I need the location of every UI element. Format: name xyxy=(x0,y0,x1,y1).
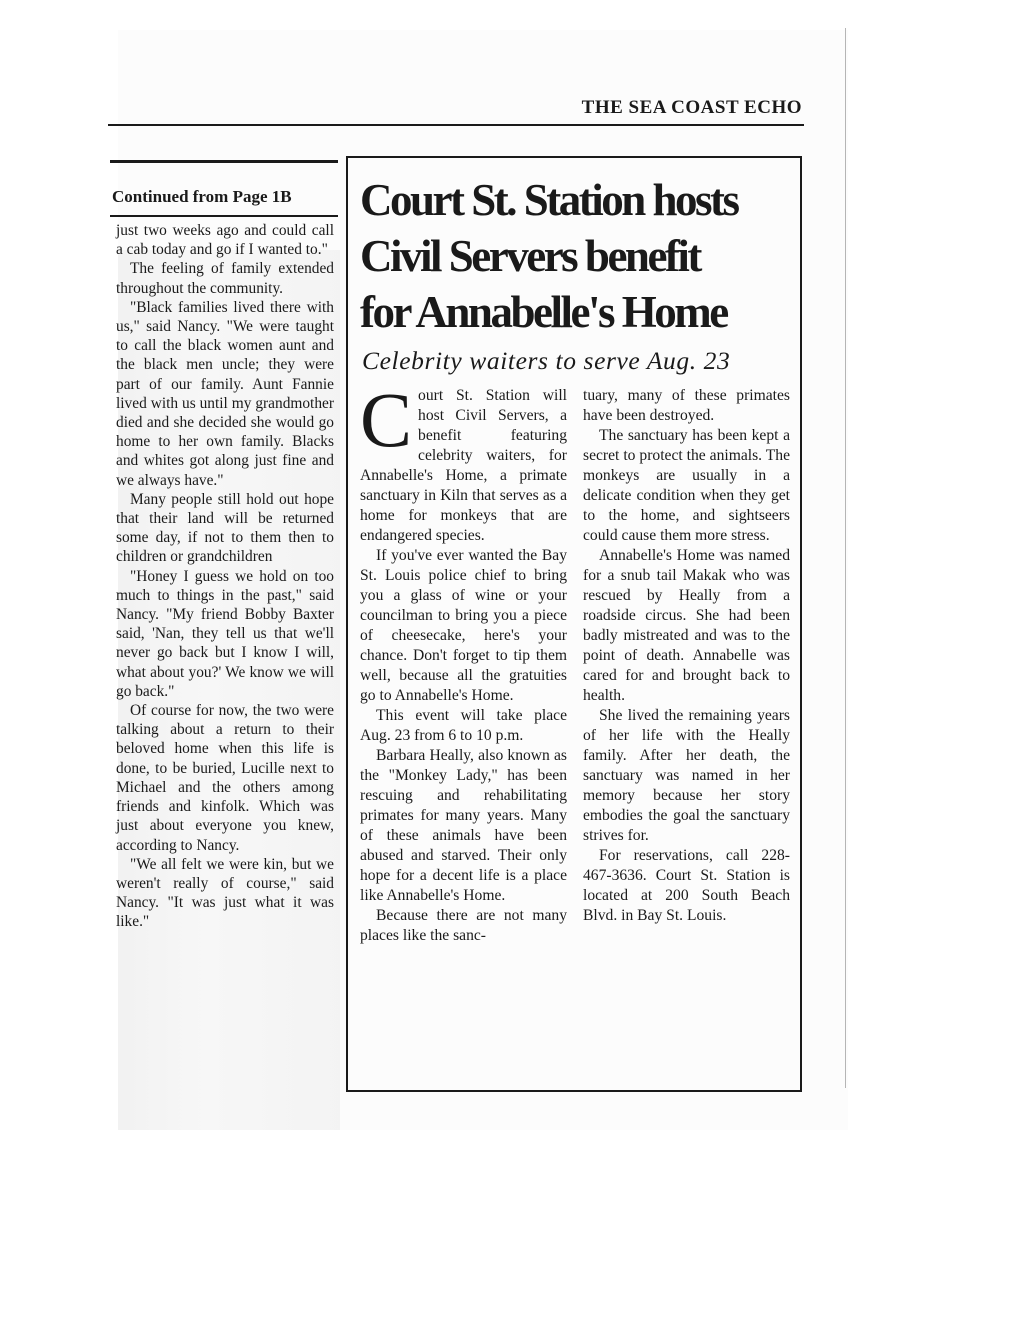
paragraph: Of course for now, the two were talking about a return to their beloved home when this life is done, to be buried, Lucille next to Michael and the others among friends and kinfolk. Which was just about everyone you knew, according to Nancy. xyxy=(116,702,334,854)
paragraph: Annabelle's Home was named for a snub tail Makak who was rescued by Heally from a roadside circus. She had been badly mistreated and was to the point of death. Annabelle was cared for and brought back to health. xyxy=(583,547,790,704)
paragraph: Barbara Heally, also known as the "Monkey Lady," has been rescuing and rehabilitating primates for many years. Many of these animals have been abused and starved. Their only hope for a decent life is a place like Annabelle's Home. xyxy=(360,747,567,904)
masthead-rule xyxy=(108,124,804,126)
article-box xyxy=(346,156,802,1092)
paragraph: For reservations, call 228-467-3636. Court St. Station is located at 200 South Beach Blvd. in Bay St. Louis. xyxy=(583,847,790,924)
paragraph: Many people still hold out hope that their land will be returned some day, if not to them then to children or grandchildren xyxy=(116,490,334,566)
continued-rule xyxy=(110,215,338,217)
headline xyxy=(360,172,800,340)
left-column xyxy=(110,160,338,932)
paragraph: Because there are not many places like the sanc- xyxy=(360,907,567,944)
left-column-text xyxy=(110,221,338,932)
clipping-edge xyxy=(845,28,846,1088)
paragraph: This event will take place Aug. 23 from 6 to 10 p.m. xyxy=(360,707,567,744)
article-column-1 xyxy=(360,376,567,946)
paragraph: The feeling of family extended throughout the community. xyxy=(116,260,334,297)
drop-cap: C xyxy=(360,376,413,463)
article-column-2 xyxy=(583,386,790,946)
paragraph: She lived the remaining years of her life with the Heally family. After her death, the sanctuary was named in her memory because her story embodies the goal the sanctuary strives for. xyxy=(583,707,790,844)
article-columns xyxy=(360,376,790,946)
paragraph: "We all felt we were kin, but we weren't really of course," said Nancy. "It was just what it was like." xyxy=(116,855,334,931)
paragraph xyxy=(360,376,567,546)
paragraph: If you've ever wanted the Bay St. Louis police chief to bring you a glass of wine or your councilman to bring you a piece of cheesecake, here's your chance. Don't forget to tip them well, because all the gratuities go to Annabelle's Home. xyxy=(360,547,567,704)
continued-label: Continued from Page 1B xyxy=(112,187,292,206)
paragraph: tuary, many of these primates have been destroyed. xyxy=(583,387,790,424)
masthead: THE SEA COAST ECHO xyxy=(581,97,802,118)
subheadline: Celebrity waiters to serve Aug. 23 xyxy=(362,346,731,375)
paragraph: just two weeks ago and could call a cab today and go if I wanted to." xyxy=(116,222,334,259)
paragraph: "Black families lived there with us," said Nancy. "We were taught to call the black women aunt and the black men uncle; they were part of our family. Aunt Fannie lived with us until my grandmother died and she decided she would go home to her own family. Blacks and whites got along just fine and we always have." xyxy=(116,298,334,489)
headline-line: Court St. Station hosts xyxy=(360,175,738,225)
paragraph: "Honey I guess we hold on too much to things in the past," said Nancy. "My friend Bobby Baxter said, 'Nan, they tell us that we'll never go back but I know I will, what about you?' We know we will go back." xyxy=(116,567,334,700)
headline-line: for Annabelle's Home xyxy=(360,287,727,337)
headline-line: Civil Servers benefit xyxy=(360,231,700,281)
lead-text: ourt St. Station will host Civil Servers, a benefit featuring celebrity waiters, for Annabelle's Home, a primate sanctuary in Kiln that serves as a home for monkeys that are endangered species. xyxy=(360,387,567,544)
paragraph: The sanctuary has been kept a secret to protect the animals. The monkeys are usually in a delicate condition when they get to the home, and sightseers could cause them more stress. xyxy=(583,427,790,544)
